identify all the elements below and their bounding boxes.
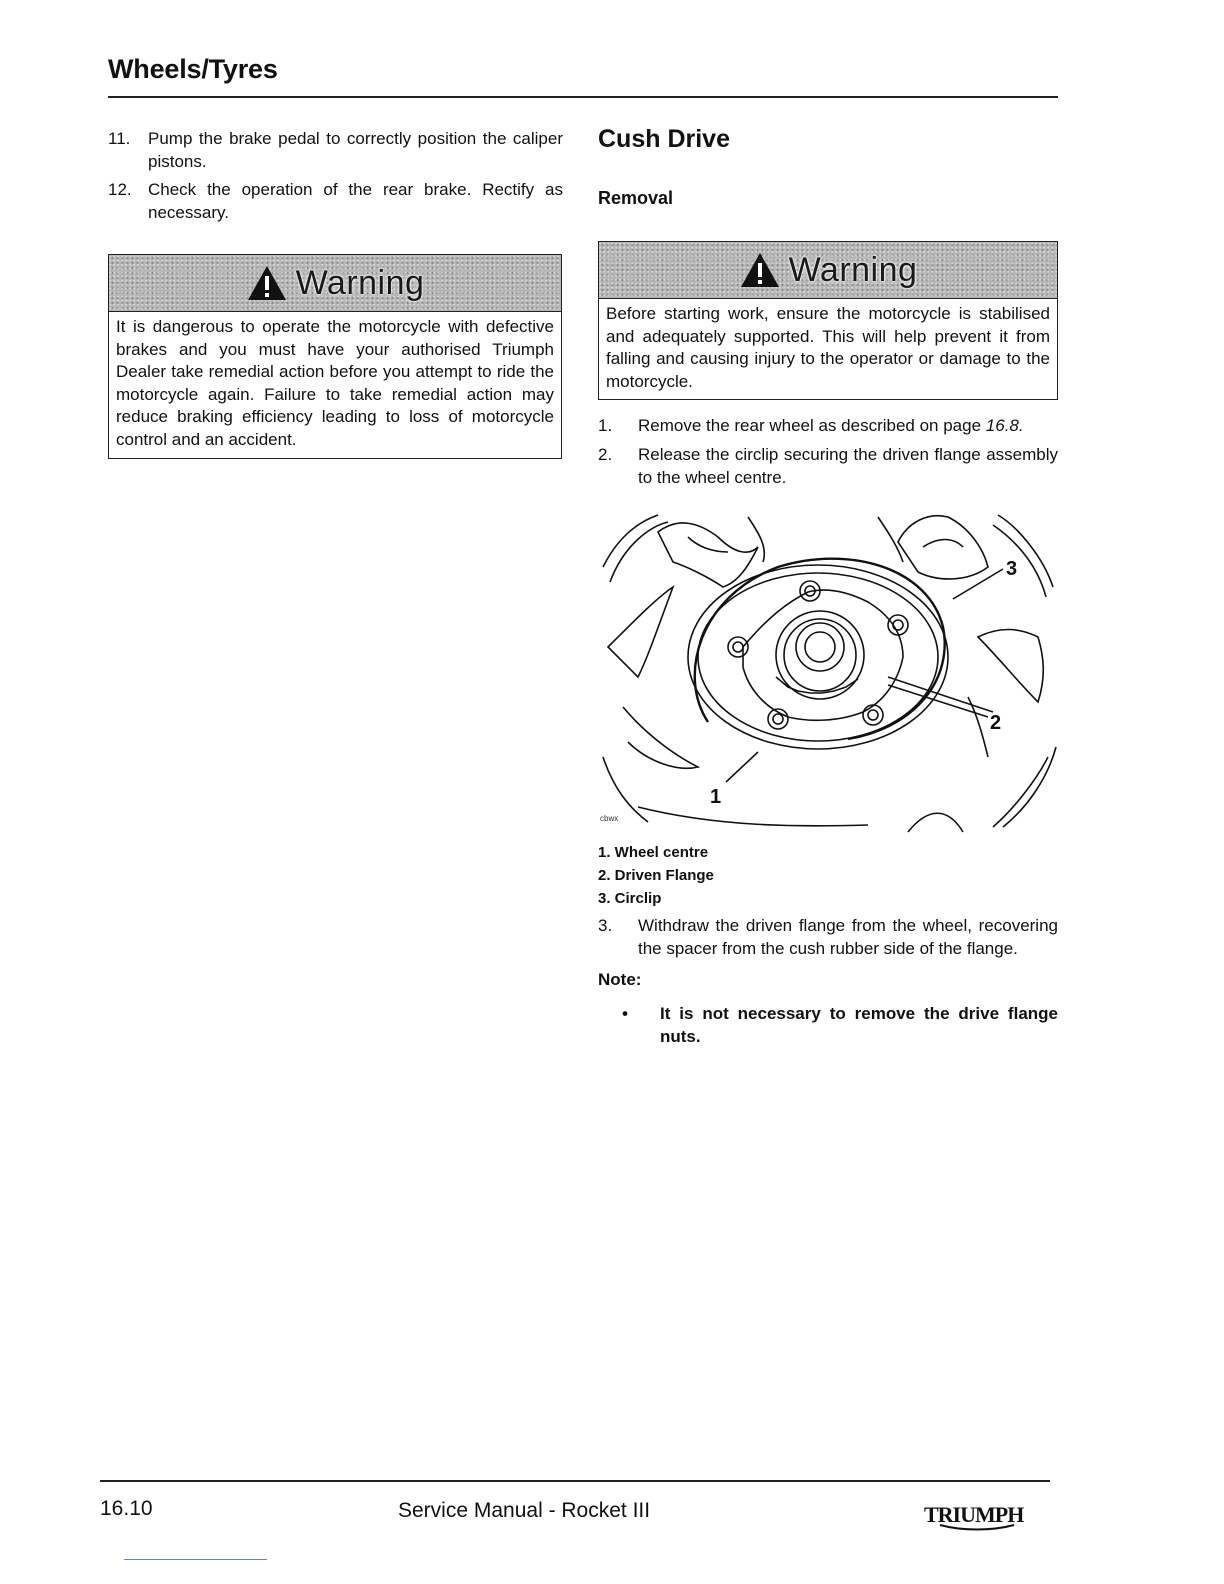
cush-drive-illustration: [598, 507, 1058, 837]
warning-box-brakes: [108, 254, 562, 459]
figure-code: cbwx: [600, 814, 619, 824]
section-subheading: Removal: [598, 188, 674, 208]
section-heading: Cush Drive: [598, 125, 730, 153]
step-text: Check the operation of the rear brake. Rectify as necessary.: [148, 180, 563, 222]
warning-triangle-icon: [739, 251, 781, 289]
left-column: [108, 127, 563, 459]
note-text: It is not necessary to remove the drive flange nuts.: [660, 1004, 1058, 1047]
warning-banner: [599, 242, 1057, 299]
step-text: Remove the rear wheel as described on page: [638, 416, 982, 436]
footer-rule: [100, 1480, 1050, 1482]
caption-driven-flange: 2. Driven Flange: [598, 867, 714, 885]
callout-2: 2: [990, 712, 1002, 735]
warning-title: Warning: [788, 250, 918, 289]
callout-3: 3: [1006, 558, 1018, 581]
right-column: [598, 125, 1058, 1048]
step-3: [598, 914, 1058, 960]
page-number: 16.10: [100, 1497, 153, 1520]
bottom-link-underline: [124, 1559, 267, 1560]
manual-title: Service Manual - Rocket III: [398, 1499, 651, 1522]
warning-banner: [109, 255, 561, 312]
step-2: [598, 443, 1058, 489]
note-label: Note:: [598, 970, 642, 990]
step-1: [598, 414, 1058, 437]
note-bullet: [598, 1002, 1058, 1048]
wheel-drawing: [598, 507, 1058, 837]
caption-circlip: 3. Circlip: [598, 890, 662, 908]
triumph-logo-icon: [922, 1500, 1027, 1534]
warning-text: Before starting work, ensure the motorcycle is stabilised and adequately supported. This will help prevent it from falling and causing injury to the operator or damage to the motorcycle.: [606, 304, 1050, 391]
step-text: Pump the brake pedal to correctly position the caliper pistons.: [148, 129, 563, 171]
figure-captions: [598, 841, 1058, 910]
step-number: 12.: [108, 180, 132, 199]
step-text-wrap: [598, 414, 1058, 437]
warning-title: Warning: [295, 263, 425, 302]
step-number: 2.: [598, 445, 613, 465]
triumph-logo: [922, 1500, 1027, 1539]
step-text: Release the circlip securing the driven flange assembly to the wheel centre.: [638, 445, 1058, 488]
step-12: [108, 178, 563, 224]
header-rule: [108, 96, 1058, 98]
step-11: [108, 127, 563, 173]
page-title: Wheels/Tyres: [108, 54, 278, 84]
step-number: 1.: [598, 416, 613, 436]
callout-1: 1: [710, 786, 722, 809]
caption-wheel-centre: 1. Wheel centre: [598, 844, 709, 862]
page-reference: 16.8.: [985, 416, 1024, 436]
step-number: 3.: [598, 916, 613, 936]
removal-steps: [598, 414, 1058, 489]
step-number: 11.: [108, 129, 131, 148]
warning-text: It is dangerous to operate the motorcycle with defective brakes and you must have your authorised Triumph Dealer take remedial action before you attempt to ride the motorcycle again. Failure to take remedial action may reduce braking efficiency leading to loss of motorcycle control and an accident.: [116, 317, 554, 449]
warning-triangle-icon: [246, 264, 288, 302]
bullet-dot-icon: •: [622, 1004, 628, 1024]
svg-text:TRIUMPH: TRIUMPH: [924, 1502, 1024, 1527]
step-text: Withdraw the driven flange from the wheel, recovering the spacer from the cush rubber side of the flange.: [638, 916, 1058, 959]
warning-box-support: [598, 241, 1058, 400]
